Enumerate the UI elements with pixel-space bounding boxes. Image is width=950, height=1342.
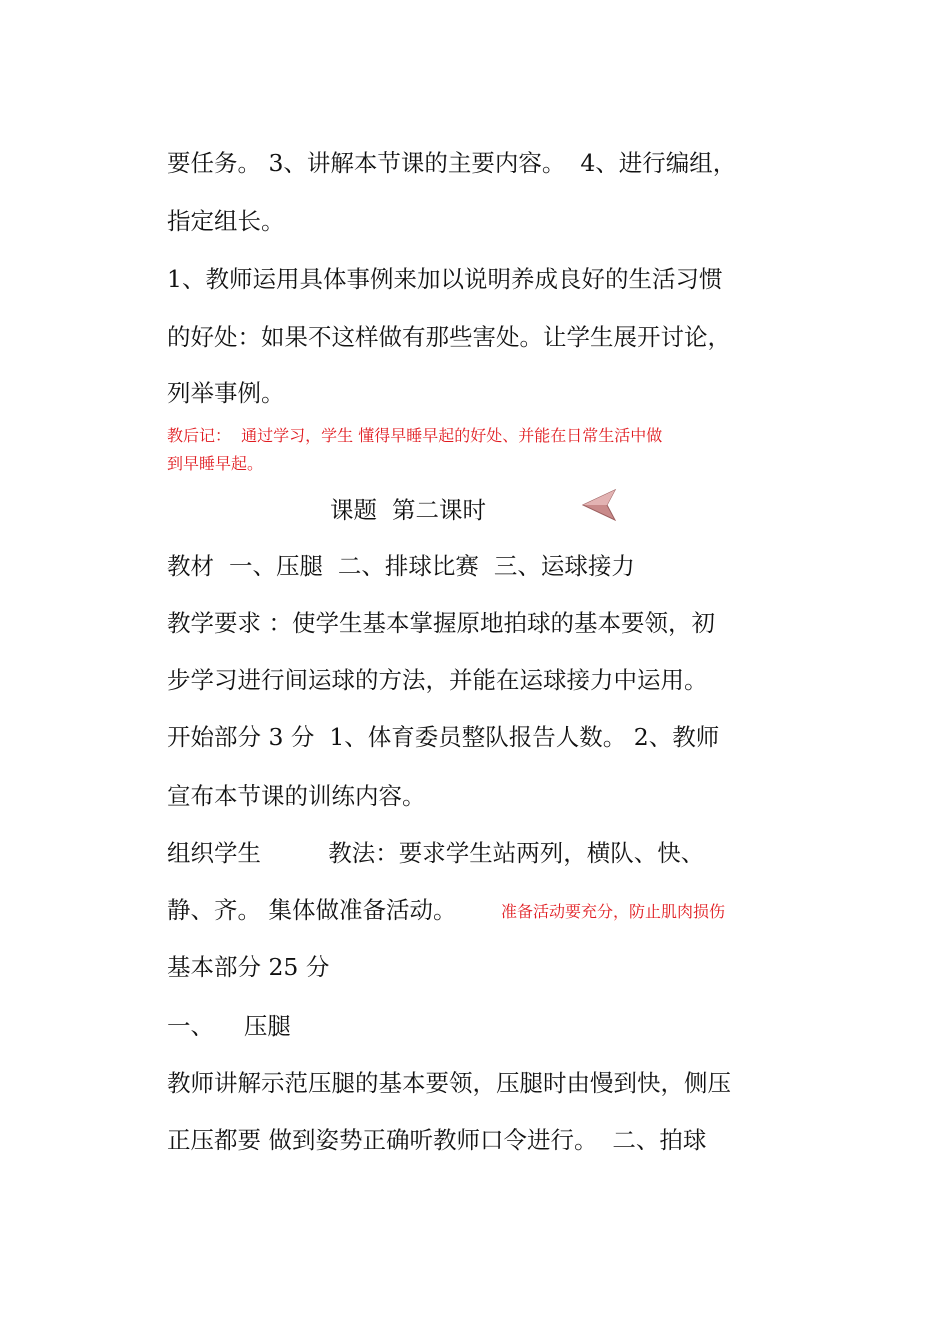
text-line-start-1: 开始部分 3 分 1、体育委员整队报告人数。 2、教师 <box>167 723 720 751</box>
text-line-organize-1: 组织学生 教法：要求学生站两列，横队、快、 <box>167 839 705 867</box>
text-line-3: 1、教师运用具体事例来加以说明养成良好的生活习惯 <box>167 265 723 293</box>
text-line-4: 的好处：如果不这样做有那些害处。让学生展开讨论， <box>167 323 731 351</box>
warmup-note: 准备活动要充分，防止肌肉损伤 <box>501 902 726 921</box>
text-line-1: 要任务。 3、讲解本节课的主要内容。 4、进行编组， <box>167 149 737 177</box>
text-line-requirements-2: 步学习进行间运球的方法，并能在运球接力中运用。 <box>167 666 708 694</box>
reflection-note-line-2: 到早睡早起。 <box>167 454 264 473</box>
text-line-section-one: 一、 压腿 <box>167 1012 291 1040</box>
text-line-explain-1: 教师讲解示范压腿的基本要领，压腿时由慢到快，侧压 <box>167 1069 731 1097</box>
text-line-start-2: 宣布本节课的训练内容。 <box>167 782 426 810</box>
text-line-5: 列举事例。 <box>167 379 285 407</box>
lesson-title: 课题 第二课时 <box>330 496 486 524</box>
left-arrow-icon <box>581 488 617 522</box>
text-line-materials: 教材 一、压腿 二、排球比赛 三、运球接力 <box>167 552 635 580</box>
text-line-2: 指定组长。 <box>167 207 285 235</box>
text-line-organize-2: 静、齐。 集体做准备活动。 <box>167 896 457 924</box>
reflection-note-line-1: 教后记： 通过学习，学生 懂得早睡早起的好处、并能在日常生活中做 <box>167 426 663 445</box>
text-line-explain-2: 正压都要 做到姿势正确听教师口令进行。 二、拍球 <box>167 1126 707 1154</box>
text-line-basic-part: 基本部分 25 分 <box>167 953 330 981</box>
text-line-requirements-1: 教学要求 ：使学生基本掌握原地拍球的基本要领，初 <box>167 609 715 637</box>
